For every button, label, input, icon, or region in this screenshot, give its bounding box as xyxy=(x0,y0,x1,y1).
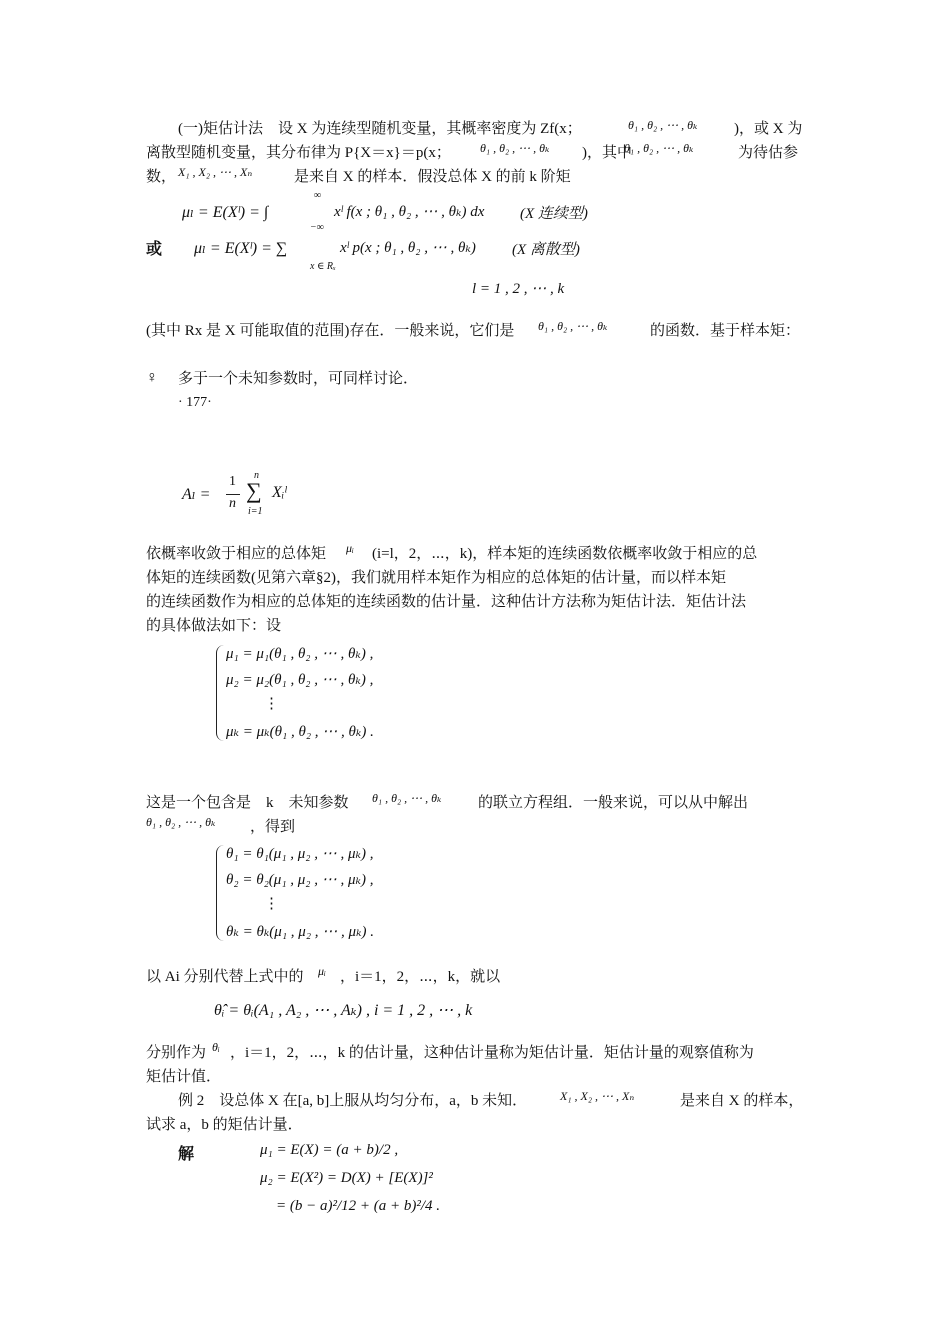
equation-continuous-lhs xyxy=(182,202,268,222)
paragraph-3-line-1: 依概率收敛于相应的总体矩 xyxy=(146,546,327,562)
system-brace xyxy=(216,645,225,741)
paragraph-4-line-1-end: 的联立方程组．一般来说，可以从中解出 xyxy=(478,795,749,811)
paragraph-4-line-2-end: ，得到 xyxy=(250,819,296,835)
system-brace xyxy=(216,845,225,941)
female-icon: ♀ xyxy=(146,369,158,386)
solution-line-1: μ₁ = E(X) = (a + b)/2 , xyxy=(260,1142,399,1158)
paragraph-2: (其中 Rx 是 X 可能取值的范围)存在．一般来说，它们是 xyxy=(146,323,515,339)
paragraph-3-line-3: 的连续函数作为相应的总体矩的连续函数的估计量．这种估计方法称为矩估计法．矩估计法 xyxy=(146,594,747,610)
mu-i: μᵢ xyxy=(318,964,326,978)
equation-continuous-note: (X 连续型) xyxy=(520,206,588,222)
fraction-bar xyxy=(226,494,240,495)
page-number: · 177· xyxy=(178,395,212,410)
paragraph-5: 以 Ai 分别代替上式中的 xyxy=(146,969,304,985)
integral-upper-limit: ∞ xyxy=(314,190,322,201)
equation-discrete-lhs: μₗ = E(Xˡ) = ∑ xyxy=(194,240,288,257)
theta-list: θ₁ , θ₂ , ⋯ , θₖ xyxy=(628,118,698,132)
intro-line-1-end: )，或 X 为 xyxy=(734,121,803,137)
paragraph-6-line-1: 分别作为 xyxy=(146,1045,207,1061)
theta-list: θ₁ , θ₂ , ⋯ , θₖ xyxy=(146,815,216,829)
theta-list: θ₁ , θ₂ , ⋯ , θₖ xyxy=(372,791,442,805)
sample-list: X₁ , X₂ , ⋯ , Xₙ xyxy=(560,1089,635,1103)
paragraph-3-line-2: 体矩的连续函数(见第六章§2)，我们就用样本矩作为相应的总体矩的估计量，而以样本矩 xyxy=(146,570,726,586)
intro-line-1 xyxy=(178,118,582,140)
theta-list: θ₁ , θ₂ , ⋯ , θₖ xyxy=(480,141,550,155)
equation-continuous-body: xˡ f(x ; θ₁ , θ₂ , ⋯ , θₖ) dx xyxy=(334,204,485,220)
theta-list: θ₁ , θ₂ , ⋯ , θₖ xyxy=(624,141,694,155)
theta-i: θᵢ xyxy=(212,1040,220,1054)
system-1-eq-2: μ₂ = μ₂(θ₁ , θ₂ , ⋯ , θₖ) , xyxy=(226,672,374,688)
example-line-2: 试求 a，b 的矩估计量． xyxy=(146,1117,303,1133)
paragraph-5-end: ，i＝1，2，⋯，k，就以 xyxy=(340,969,501,985)
paragraph-6-line-2: 矩估计值． xyxy=(146,1069,222,1085)
mu-i: μᵢ xyxy=(346,541,354,555)
paragraph-2-end: 的函数．基于样本矩： xyxy=(650,323,801,339)
system-1-eq-k: μₖ = μₖ(θ₁ , θ₂ , ⋯ , θₖ) . xyxy=(226,724,374,740)
index-range: l = 1 , 2 , ⋯ , k xyxy=(472,281,565,297)
paragraph-4-line-1: 这是一个包含是 k 未知参数 xyxy=(146,795,349,811)
equation-discrete-note: (X 离散型) xyxy=(512,242,580,258)
intro-line-1-text: (一)矩估计法 设 X 为连续型随机变量，其概率密度为 Zf(x； xyxy=(178,121,582,137)
footnote-text: 多于一个未知参数时，可同样讨论． xyxy=(178,371,419,387)
sum-lower-limit: x ∈ Rₓ xyxy=(310,261,336,272)
intro-line-3-end: 是来自 X 的样本．假没总体 X 的前 k 阶矩 xyxy=(294,169,571,185)
paragraph-3-line-1-end: (i=l，2，⋯，k)，样本矩的连续函数依概率收敛于相应的总 xyxy=(372,546,758,562)
system-2-eq-2: θ₂ = θ₂(μ₁ , μ₂ , ⋯ , μₖ) , xyxy=(226,872,374,888)
sum-symbol: ∑ xyxy=(246,478,262,503)
solution-label: 解 xyxy=(178,1146,195,1163)
fraction-numerator: 1 xyxy=(229,474,236,489)
system-1-eq-1: μ₁ = μ₁(θ₁ , θ₂ , ⋯ , θₖ) , xyxy=(226,646,374,662)
system-2-eq-k: θₖ = θₖ(μ₁ , μ₂ , ⋯ , μₖ) . xyxy=(226,924,375,940)
or-label: 或 xyxy=(146,241,163,258)
equation-continuous-lhs-text: μₗ = E(Xˡ) = ∫ xyxy=(182,204,269,221)
sample-moment-body: Xᵢˡ xyxy=(272,484,287,501)
sum-lower-limit: i=1 xyxy=(248,506,263,517)
sample-moment-lhs: Aₗ = xyxy=(182,486,211,503)
sum-upper-limit: n xyxy=(254,470,259,481)
solution-line-2: μ₂ = E(X²) = D(X) + [E(X)]² xyxy=(260,1170,433,1186)
system-1-ellipsis: ⋮ xyxy=(264,696,279,712)
example-line-1: 例 2 设总体 X 在[a, b]上服从均匀分布，a，b 未知． xyxy=(178,1093,528,1109)
example-line-1-end: 是来自 X 的样本， xyxy=(680,1093,804,1109)
intro-line-2-mid: )，其中 xyxy=(582,145,632,161)
fraction-denominator: n xyxy=(229,496,236,511)
intro-line-3: 数， xyxy=(146,169,177,185)
equation-discrete-body: xˡ p(x ; θ₁ , θ₂ , ⋯ , θₖ) xyxy=(340,240,476,256)
paragraph-6-line-1-end: ，i＝1，2，⋯，k 的估计量，这种估计量称为矩估计量．矩估计量的观察值称为 xyxy=(230,1045,754,1061)
system-2-eq-1: θ₁ = θ₁(μ₁ , μ₂ , ⋯ , μₖ) , xyxy=(226,846,374,862)
sample-list: X₁ , X₂ , ⋯ , Xₙ xyxy=(178,165,253,179)
estimator-equation: θ̂ᵢ = θᵢ(A₁ , A₂ , ⋯ , Aₖ) , i = 1 , 2 , ⋯ , k xyxy=(214,1002,473,1019)
solution-line-3: = (b − a)²/12 + (a + b)²/4 . xyxy=(276,1198,441,1214)
theta-list: θ₁ , θ₂ , ⋯ , θₖ xyxy=(538,319,608,333)
intro-line-2-end: 为待估参 xyxy=(738,145,799,161)
paragraph-3-line-4: 的具体做法如下：设 xyxy=(146,618,282,634)
system-2-ellipsis: ⋮ xyxy=(264,896,279,912)
intro-line-2: 离散型随机变量，其分布律为 P{X＝x}＝p(x； xyxy=(146,145,451,161)
integral-lower-limit: −∞ xyxy=(310,222,324,233)
